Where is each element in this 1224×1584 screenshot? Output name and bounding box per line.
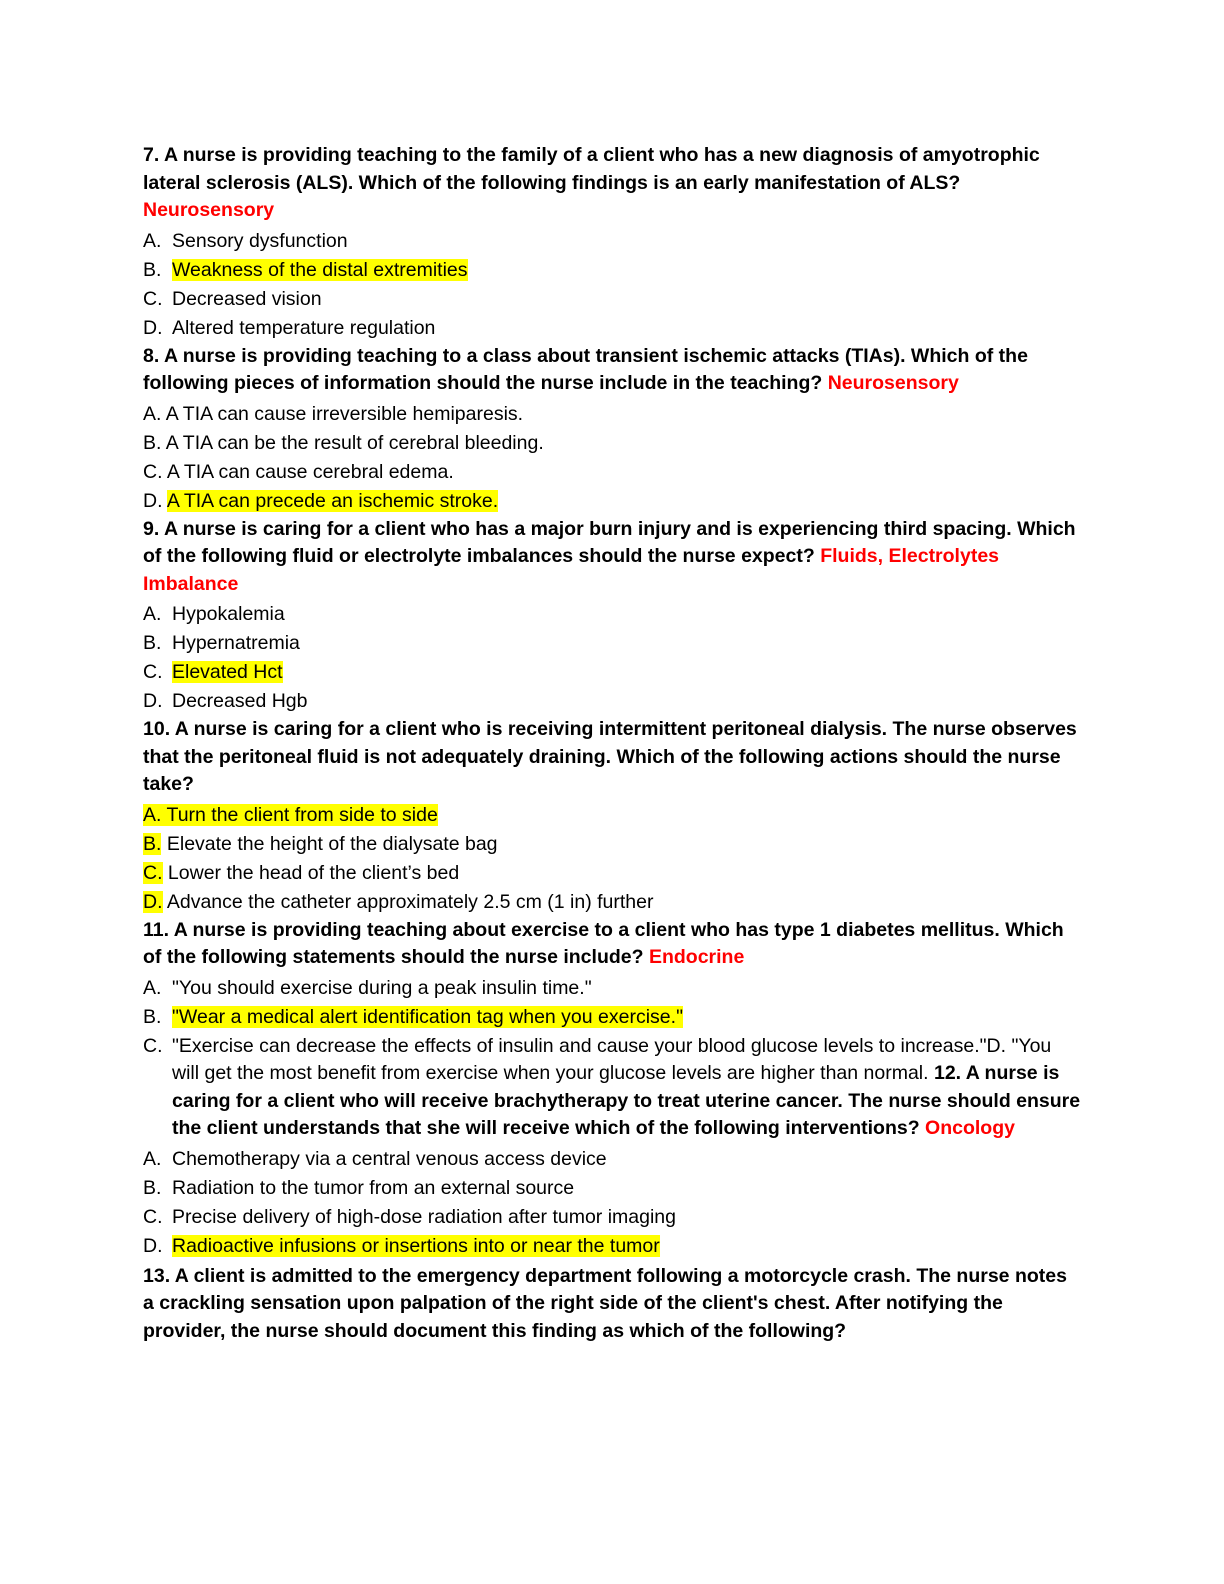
- question-12-stem: 12. A nurse is caring for a client who will receive brachytherapy to treat uterine cancer. The nurse should ensure the client understands that she will receive which of the following interventions?: [172, 1062, 1081, 1139]
- question-10-option-c: C. Lower the head of the client’s bed: [143, 861, 460, 884]
- question-7-option-c: C. Decreased vision: [143, 287, 322, 310]
- question-11-option-b: B. "Wear a medical alert identification tag when you exercise.": [143, 1005, 683, 1028]
- question-9-option-d: D. Decreased Hgb: [143, 690, 308, 712]
- question-8-option-b: B. A TIA can be the result of cerebral bleeding.: [143, 431, 544, 454]
- question-8-stem: 8. A nurse is providing teaching to a class about transient ischemic attacks (TIAs). Which of the following pieces of information should the nurse include in the teaching?: [143, 344, 1028, 394]
- question-10-option-a: A. Turn the client from side to side: [143, 803, 438, 826]
- question-13: [143, 1263, 1083, 1346]
- question-7-option-d: D. Altered temperature regulation: [143, 316, 436, 339]
- question-9-option-c: C. Elevated Hct: [143, 661, 283, 683]
- question-7-option-a: A. Sensory dysfunction: [143, 229, 348, 252]
- question-11-stem: 11. A nurse is providing teaching about exercise to a client who has type 1 diabetes mellitus. Which of the following statements should the nurse include?: [143, 918, 1064, 968]
- question-7-stem: 7. A nurse is providing teaching to the family of a client who has a new diagnosis of amyotrophic lateral sclerosis (ALS). Which of the following findings is an early manifestation of ALS?: [143, 144, 1040, 194]
- question-12-option-b: B. Radiation to the tumor from an external source: [143, 1176, 575, 1199]
- question-12-option-d: D. Radioactive infusions or insertions into or near the tumor: [143, 1234, 660, 1257]
- question-10: [143, 716, 1083, 799]
- question-10-option-d: D. Advance the catheter approximately 2.5 cm (1 in) further: [143, 890, 654, 913]
- question-7-category: Neurosensory: [143, 199, 275, 221]
- question-7: [143, 142, 1083, 225]
- question-11-option-c-merged: C. "Exercise can decrease the effects of insulin and cause your blood glucose levels to increase."D. "You will get the most benefit from exercise when your glucose levels are higher than normal. 12. A nurse is caring for a client who will receive brachytherapy to treat uterine cancer. The nurse should ensure the client understands that she will receive which of the following interventions? Oncology: [143, 1034, 1081, 1139]
- question-9-stem: 9. A nurse is caring for a client who has a major burn injury and is experiencing third spacing. Which of the following fluid or electrolyte imbalances should the nurse expect?: [143, 517, 1076, 567]
- highlighted-answer: Elevated Hct: [172, 661, 283, 683]
- question-12-option-c: C. Precise delivery of high-dose radiation after tumor imaging: [143, 1205, 677, 1228]
- question-11-category: Endocrine: [648, 946, 745, 968]
- question-9-options: [143, 601, 1083, 714]
- question-8-option-d: D. A TIA can precede an ischemic stroke.: [143, 489, 499, 512]
- question-9-option-b: B. Hypernatremia: [143, 632, 300, 654]
- question-8-options: [143, 401, 1083, 514]
- question-11-option-a: A. "You should exercise during a peak insulin time.": [143, 976, 592, 999]
- question-13-stem: 13. A client is admitted to the emergency department following a motorcycle crash. The nurse notes a crackling sensation upon palpation of the right side of the client's chest. After notifying the provider, the nurse should document this finding as which of the following?: [143, 1264, 1067, 1342]
- question-9-option-a: A. Hypokalemia: [143, 603, 285, 625]
- question-8-category: Neurosensory: [827, 372, 959, 394]
- question-7-options: [143, 228, 1083, 341]
- highlighted-answer: "Wear a medical alert identification tag when you exercise.": [172, 1005, 683, 1028]
- question-12-option-a: A. Chemotherapy via a central venous access device: [143, 1147, 607, 1170]
- question-8-option-c: C. A TIA can cause cerebral edema.: [143, 460, 454, 483]
- question-7-option-b: B. Weakness of the distal extremities: [143, 258, 468, 281]
- question-8: [143, 343, 1083, 398]
- question-9-category: Fluids, Electrolytes Imbalance: [143, 545, 1000, 595]
- question-list: [143, 142, 1083, 1345]
- highlighted-answer: Radioactive infusions or insertions into or near the tumor: [172, 1234, 660, 1257]
- question-12-options: [143, 1146, 1083, 1259]
- question-10-stem: 10. A nurse is caring for a client who is receiving intermittent peritoneal dialysis. The nurse observes that the peritoneal fluid is not adequately draining. Which of the following actions should the nurse take?: [143, 718, 1077, 795]
- highlighted-answer: Weakness of the distal extremities: [172, 258, 468, 281]
- highlighted-answer: A TIA can precede an ischemic stroke.: [166, 489, 499, 512]
- question-12-category: Oncology: [925, 1117, 1015, 1139]
- question-11: [143, 917, 1083, 972]
- question-11-options: [143, 975, 1083, 1030]
- question-10-option-b: B. Elevate the height of the dialysate bag: [143, 832, 498, 855]
- question-9: [143, 516, 1083, 599]
- question-8-option-a: A. A TIA can cause irreversible hemiparesis.: [143, 402, 524, 425]
- question-10-options: [143, 802, 1083, 915]
